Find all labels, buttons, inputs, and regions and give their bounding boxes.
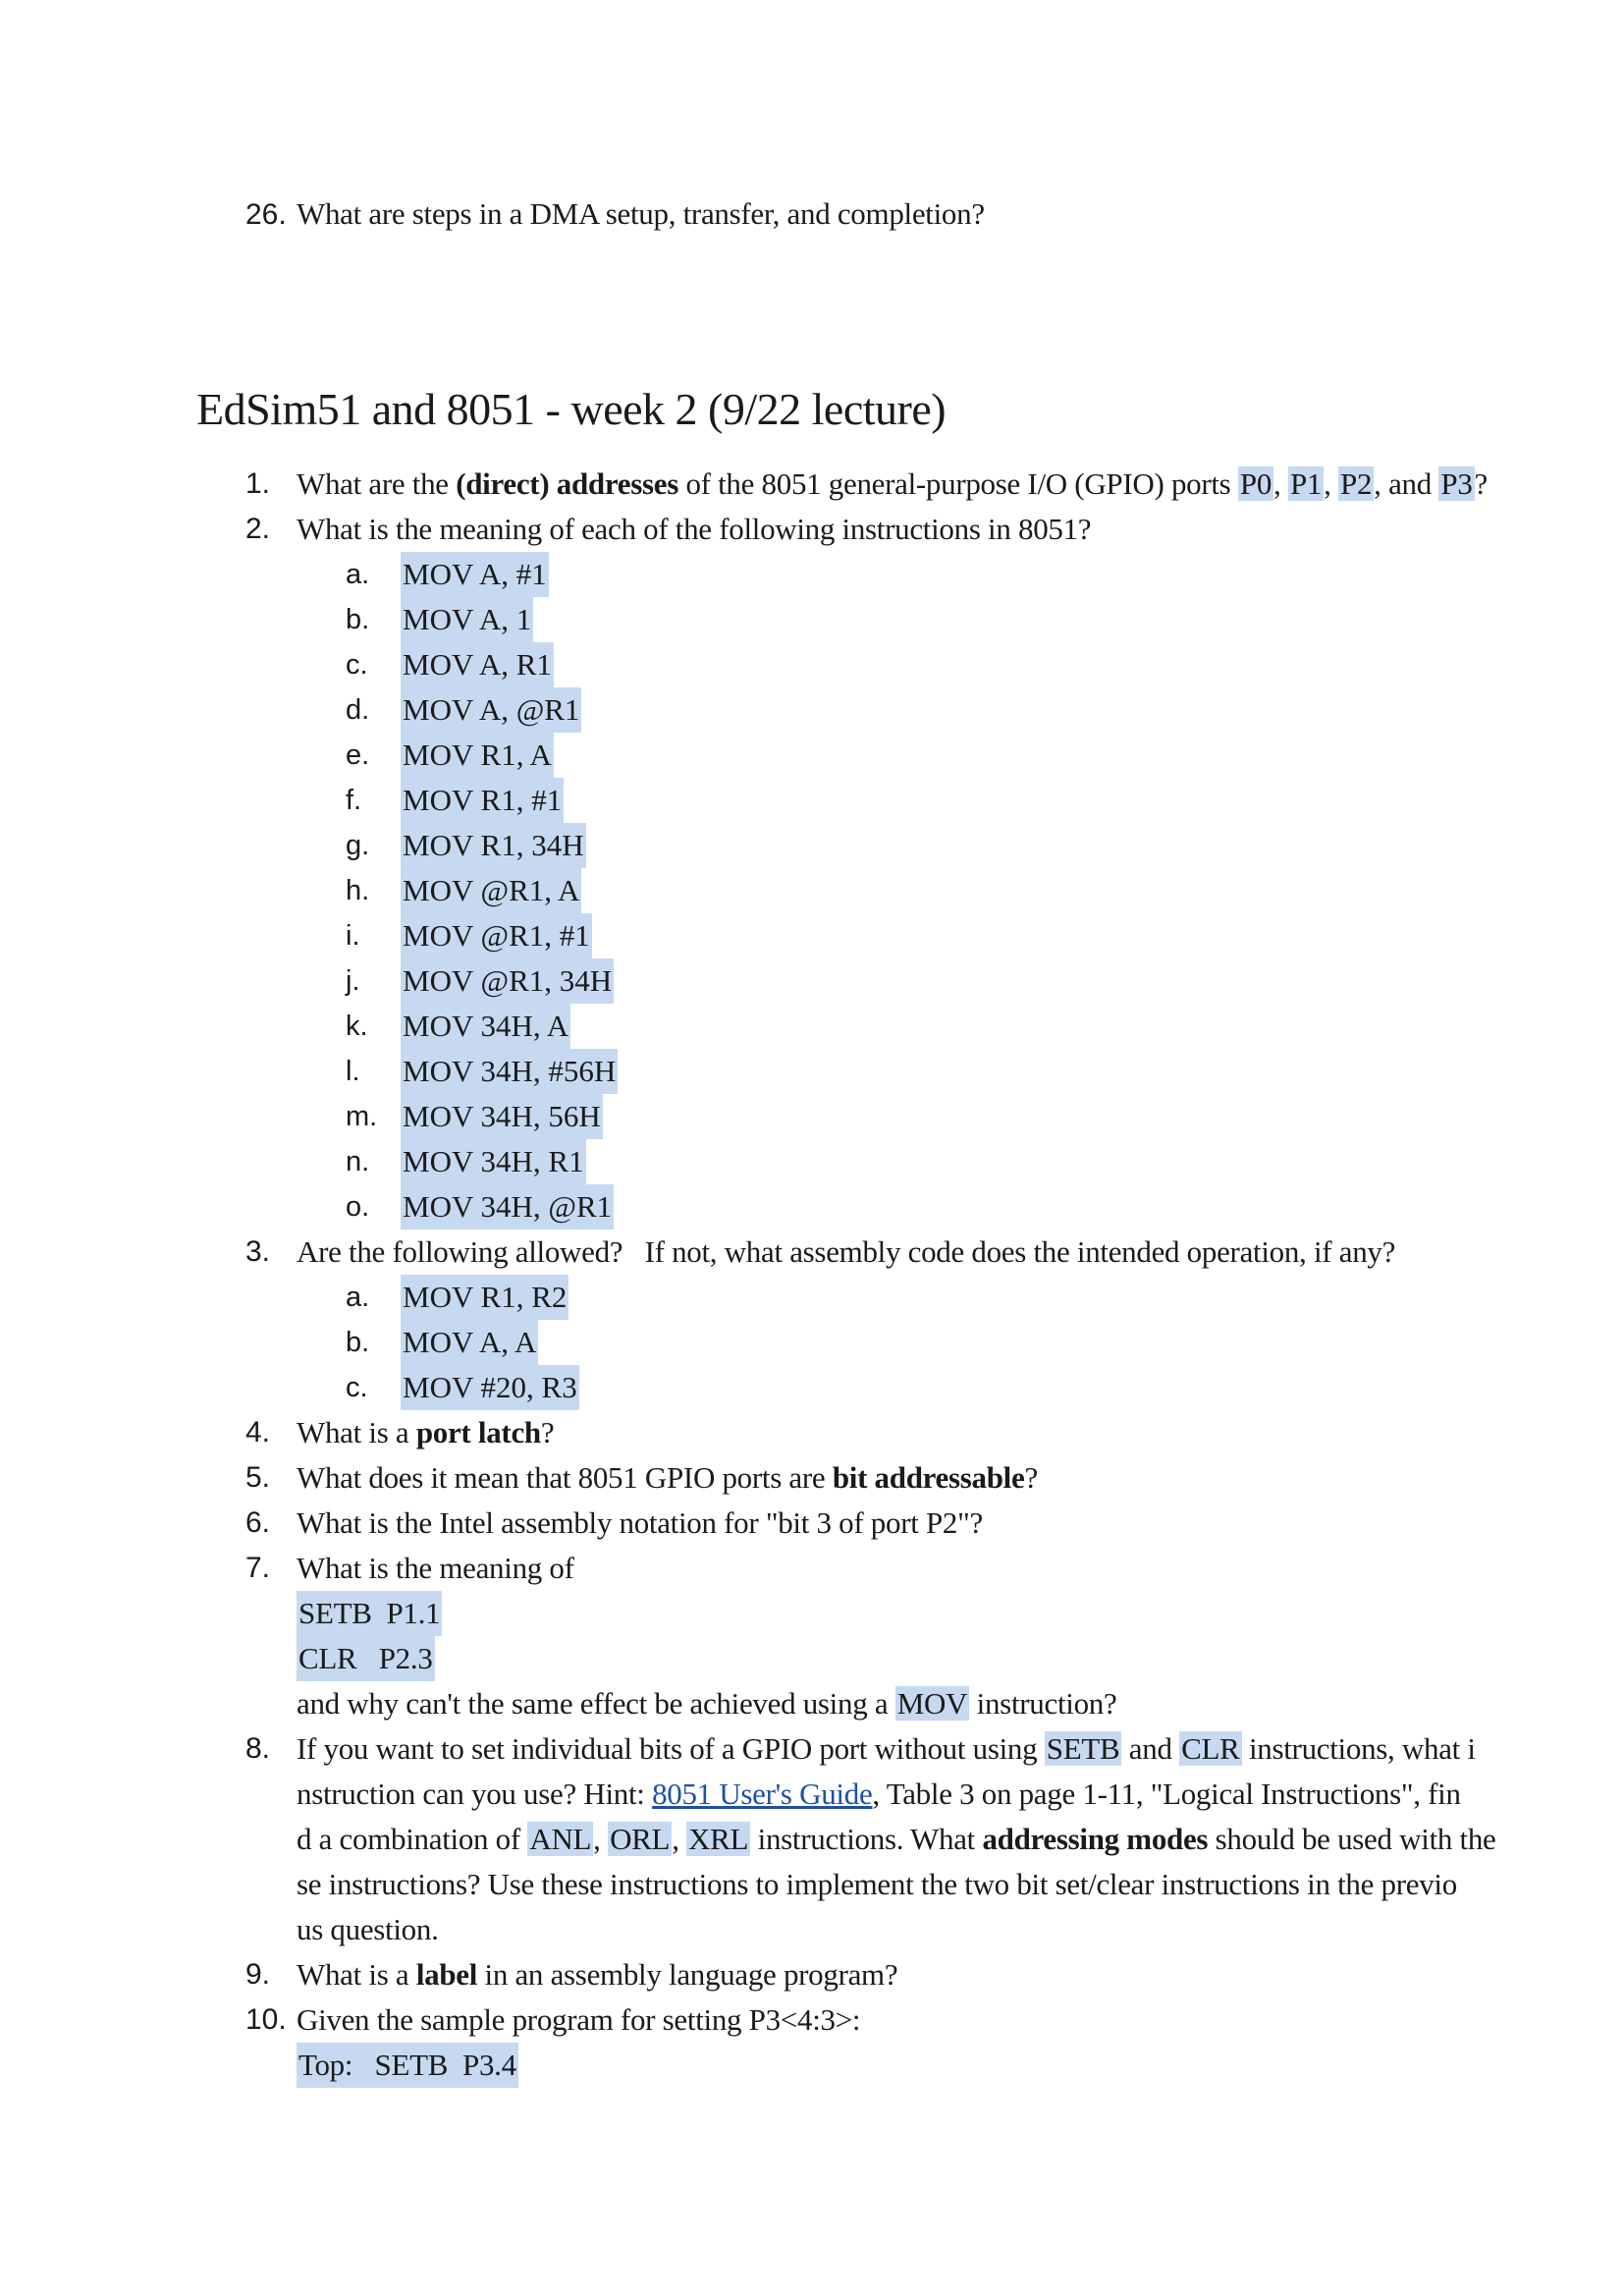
bold-term: port latch [415,1415,541,1449]
sub-item-label: j. [346,965,360,997]
sub-item-label: i. [346,920,360,952]
instruction-code: SETB P1.1 [297,1591,442,1636]
question-text: What are steps in a DMA setup, transfer, and completion? [297,196,985,231]
highlight-orl: ORL [610,1822,671,1856]
sub-item-label: d. [346,694,370,726]
question-4 [245,1410,1453,1455]
question-number: 8. [245,1732,271,1765]
question-text [297,1772,1461,1817]
sub-item [245,1139,1453,1184]
text-run: should be used with the [1208,1822,1496,1856]
sub-item [245,778,1453,823]
sub-item [245,733,1453,778]
text-run: , Table 3 on page 1-11, "Logical Instructions", fin [872,1777,1461,1811]
sub-item-label: b. [346,604,370,635]
continuation-line [245,1817,1496,1862]
continuation-line [245,1862,1457,1907]
sub-item [245,1004,1453,1049]
question-text: Are the following allowed? If not, what assembly code does the intended operation, if any? [297,1234,1396,1269]
question-text [297,1410,554,1455]
text-run: , and [1374,466,1439,501]
highlight-mov: MOV [896,1686,968,1721]
highlight-p3: P3 [1440,466,1473,501]
question-number: 26. [245,198,287,231]
question-text [297,1726,1476,1772]
question-text: What is the Intel assembly notation for "bit 3 of port P2"? [297,1505,983,1540]
text-run: , [1324,466,1339,501]
question-3 [245,1230,1453,1275]
sub-item-label: a. [346,1282,370,1313]
text-run: , [672,1822,687,1856]
text-run: in an assembly language program? [477,1957,898,1992]
text-run: and [1121,1731,1180,1766]
text-run: If you want to set individual bits of a GPIO port without using [297,1731,1045,1766]
question-5 [245,1455,1453,1501]
question-number: 9. [245,1958,271,1991]
text-run: What are the [297,466,457,501]
highlight-anl: ANL [529,1822,592,1856]
text-run: What is a [297,1415,416,1449]
highlight-xrl: XRL [688,1822,749,1856]
question-6 [245,1501,1453,1546]
question-text: What is the meaning of [297,1551,574,1585]
instruction-code: MOV A, 1 [401,597,533,642]
instruction-code: Top: SETB P3.4 [297,2043,518,2088]
question-number: 2. [245,513,271,545]
bold-term: addressing modes [982,1822,1209,1856]
sub-item [245,823,1453,868]
question-8 [245,1726,1476,1772]
continuation-line [245,1681,1453,1726]
question-text [297,1455,1038,1501]
instruction-code: MOV 34H, 56H [401,1094,603,1139]
highlight-clr: CLR [1181,1731,1240,1766]
sub-item-label: l. [346,1056,360,1087]
question-26 [245,196,985,232]
sub-item-label: m. [346,1101,378,1132]
question-10 [245,1997,1453,2043]
text-run: ? [1474,466,1489,501]
text-run: instruction? [969,1686,1117,1721]
sub-item-label: h. [346,875,370,906]
sub-item [245,1320,1453,1365]
sub-item-label: g. [346,830,370,861]
question-text: se instructions? Use these instructions to implement the two bit set/clear instructions in the previo [297,1867,1457,1901]
instruction-code: CLR P2.3 [297,1636,435,1681]
question-9 [245,1952,1453,1997]
question-2 [245,507,1453,552]
question-text [297,1817,1496,1862]
instruction-code: MOV @R1, A [401,868,581,913]
question-number: 5. [245,1461,271,1494]
question-text: What is the meaning of each of the following instructions in 8051? [297,512,1092,546]
question-text [297,1681,1116,1726]
bold-term: (direct) addresses [456,466,678,501]
sub-item [245,1365,1453,1410]
sub-item [245,642,1453,687]
instruction-code: MOV A, A [401,1320,538,1365]
sub-item-label: c. [346,649,368,681]
continuation-line [245,1772,1461,1817]
instruction-code: MOV R1, R2 [401,1275,568,1320]
sub-item [245,1094,1453,1139]
text-run: d a combination of [297,1822,528,1856]
continuation-line [245,1907,1453,1952]
sub-item [245,1184,1453,1230]
code-line [245,1591,1453,1636]
text-run: and why can't the same effect be achieved using a [297,1686,895,1721]
question-number: 10. [245,2003,287,2036]
question-text: us question. [297,1912,439,1946]
text-run: What is a [297,1957,416,1992]
sub-item [245,958,1453,1004]
text-run: of the 8051 general-purpose I/O (GPIO) ports [678,466,1238,501]
sub-item [245,687,1453,733]
instruction-code: MOV A, #1 [401,552,549,597]
bold-term: bit addressable [832,1460,1025,1495]
sub-item-label: k. [346,1011,368,1042]
highlight-p0: P0 [1239,466,1272,501]
instruction-code: MOV 34H, @R1 [401,1184,614,1230]
question-number: 3. [245,1235,271,1268]
sub-item [245,1275,1453,1320]
section-heading: EdSim51 and 8051 - week 2 (9/22 lecture) [196,384,947,434]
question-text: Given the sample program for setting P3<4:3>: [297,2002,861,2037]
instruction-code: MOV @R1, 34H [401,958,614,1004]
question-number: 1. [245,467,271,500]
text-run: instructions. What [750,1822,983,1856]
sub-item-label: c. [346,1372,368,1403]
instruction-code: MOV R1, 34H [401,823,586,868]
sub-item-label: a. [346,559,370,590]
sub-item-label: e. [346,739,370,771]
text-run: nstruction can you use? Hint: [297,1777,653,1811]
bold-term: label [415,1957,478,1992]
question-text [297,462,1488,507]
instruction-code: MOV R1, A [401,733,554,778]
question-1 [245,462,1489,507]
text-run: , [1273,466,1288,501]
code-line [245,2043,1453,2088]
sub-item [245,913,1453,958]
text-run: ? [1024,1460,1038,1495]
sub-item [245,1049,1453,1094]
question-number: 7. [245,1552,271,1584]
users-guide-link[interactable]: 8051 User's Guide [652,1777,873,1811]
instruction-code: MOV #20, R3 [401,1365,579,1410]
sub-item [245,868,1453,913]
question-number: 6. [245,1506,271,1539]
sub-item-label: f. [346,785,362,816]
sub-item [245,552,1453,597]
text-run: instructions, what i [1241,1731,1476,1766]
instruction-code: MOV 34H, #56H [401,1049,618,1094]
question-number: 4. [245,1416,271,1449]
highlight-setb: SETB [1046,1731,1120,1766]
instruction-code: MOV A, @R1 [401,687,581,733]
instruction-code: MOV 34H, R1 [401,1139,586,1184]
highlight-p2: P2 [1340,466,1373,501]
highlight-p1: P1 [1289,466,1323,501]
text-run: , [593,1822,609,1856]
instruction-code: MOV R1, #1 [401,778,564,823]
code-line [245,1636,1453,1681]
question-text [297,1952,897,1997]
sub-item [245,597,1453,642]
instruction-code: MOV A, R1 [401,642,554,687]
sub-item-label: n. [346,1146,370,1177]
text-run: ? [540,1415,555,1449]
question-7 [245,1546,1453,1591]
instruction-code: MOV 34H, A [401,1004,570,1049]
text-run: What does it mean that 8051 GPIO ports are [297,1460,833,1495]
instruction-code: MOV @R1, #1 [401,913,592,958]
sub-item-label: o. [346,1191,370,1223]
sub-item-label: b. [346,1327,370,1358]
question-list [245,462,1496,2088]
